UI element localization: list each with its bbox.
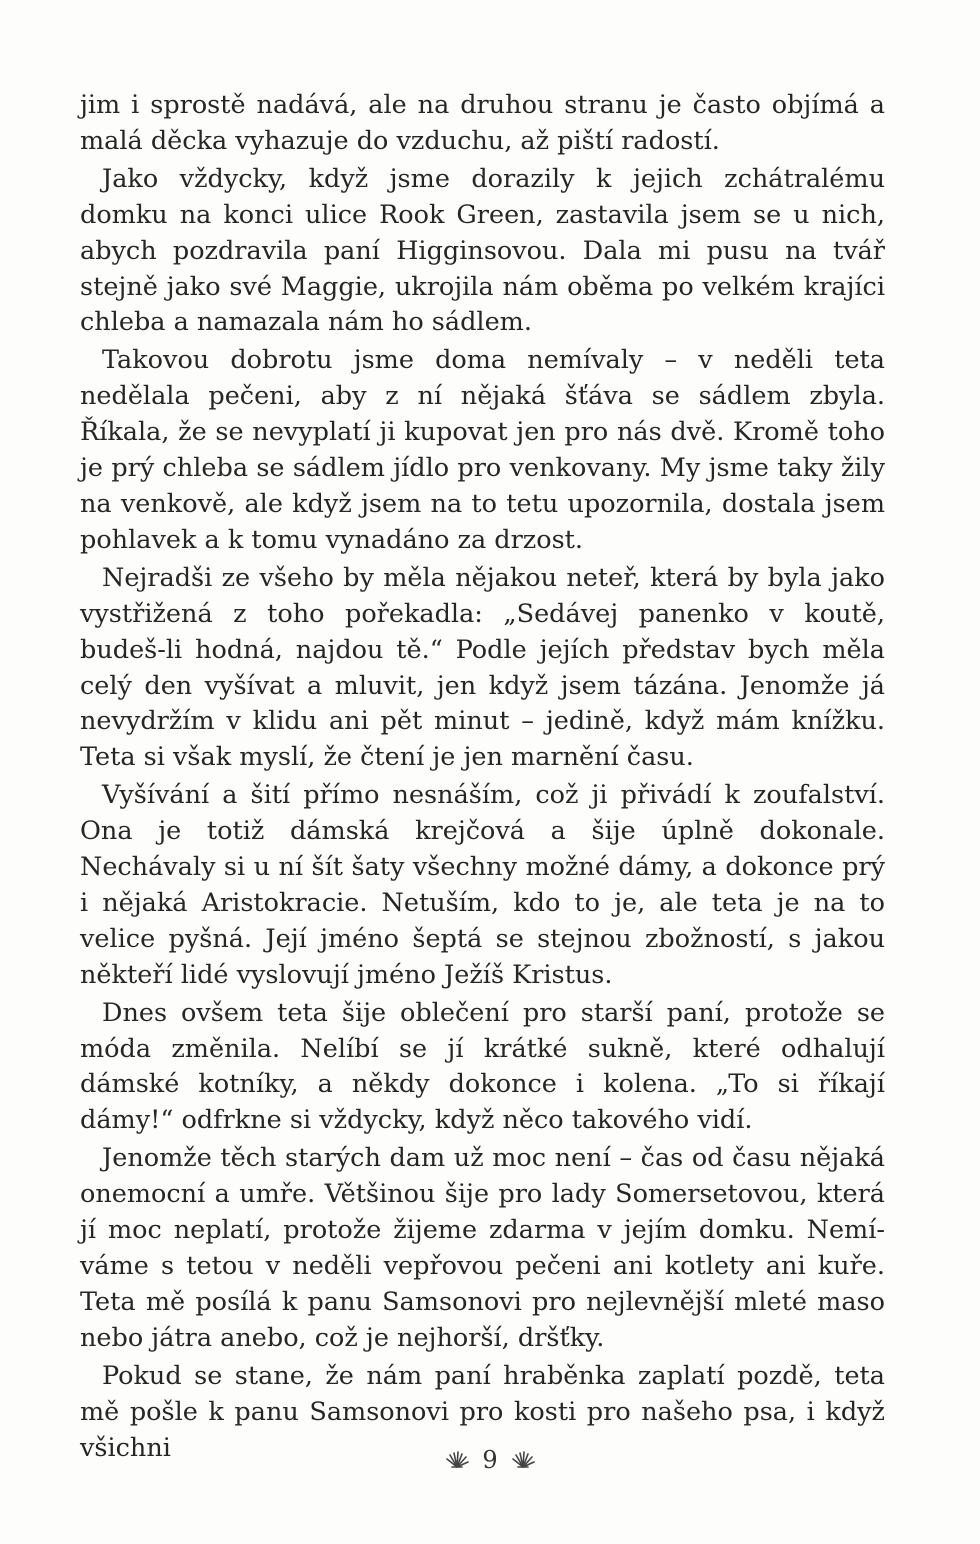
paragraph: jim i sprostě nadává, ale na druhou stranu je často objímá a malá děcka vyhazuje do vzduchu, až piští radostí.	[80, 90, 885, 156]
paragraph: Takovou dobrotu jsme doma nemívaly – v neděli teta nedělala pečeni, aby z ní nějaká šťáva se sádlem zbyla. Říkala, že se nevyplatí ji kupovat jen pro nás dvě. Kromě toho je prý chleba se sádlem jídlo pro venkovany. My jsme taky žily na venkově, ale když jsem na to tetu upozornila, dostala jsem pohlavek a k tomu vynadáno za drzost.	[80, 345, 885, 555]
palm-ornament-icon	[510, 1451, 536, 1469]
paragraph: Jako vždycky, když jsme dorazily k jejich zchátralému domku na konci ulice Rook Green, zastavila jsem se u nich, abych pozdravila paní Higginsovou. Dala mi pusu na tvář stejně jako své Maggie, ukrojila nám oběma po velkém krajíci chleba a namazala nám ho sádlem.	[80, 163, 885, 338]
palm-ornament-icon	[444, 1451, 470, 1469]
body-text	[80, 88, 885, 1468]
paragraph: Nejradši ze všeho by měla nějakou neteř, která by byla jako vystřižená z toho pořekadla: „Sedávej panenko v koutě, budeš-li hodná, najdou tě.“ Podle jejích představ bych měla celý den vyšívat a mluvit, jen když jsem tázána. Jenomže já nevydržím v klidu ani pět minut – jedině, když mám knížku. Teta si však myslí, že čtení je jen marnění času.	[80, 562, 885, 773]
paragraph: Jenomže těch starých dam už moc není – čas od času nějaká onemocní a umře. Většinou šije pro lady Somersetovou, která jí moc neplatí, protože žijeme zdarma v jejím domku. Nemíváme s tetou v neděli vepřovou pečeni ani kotlety ani kuře. Teta mě posílá k panu Samsonovi pro nejlevnější mleté maso nebo játra anebo, což je nejhorší, dršťky.	[80, 1143, 885, 1353]
page-number: 9	[482, 1446, 498, 1474]
page-footer	[0, 1440, 980, 1480]
paragraph: Vyšívání a šití přímo nesnáším, což ji přivádí k zoufalství. Ona je totiž dámská krejčová a šije úplně dokonale. Nechávaly si u ní šít šaty všechny možné dámy, a dokonce prý i nějaká Aristokracie. Netuším, kdo to je, ale teta je na to velice pyšná. Její jméno šeptá se stejnou zbožností, s jakou někteří lidé vyslovují jméno Ježíš Kristus.	[80, 780, 885, 990]
paragraph: Dnes ovšem teta šije oblečení pro starší paní, protože se móda změnila. Nelíbí se jí krátké sukně, které odhalují dámské kotníky, a někdy dokonce i kolena. „To si říkají dámy!“ odfrkne si vždycky, když něco takového vidí.	[80, 997, 885, 1136]
paragraph: Pokud se stane, že nám paní hraběnka zaplatí pozdě, teta mě pošle k panu Samsonovi pro kosti pro našeho psa, i když všichni	[80, 1360, 885, 1463]
